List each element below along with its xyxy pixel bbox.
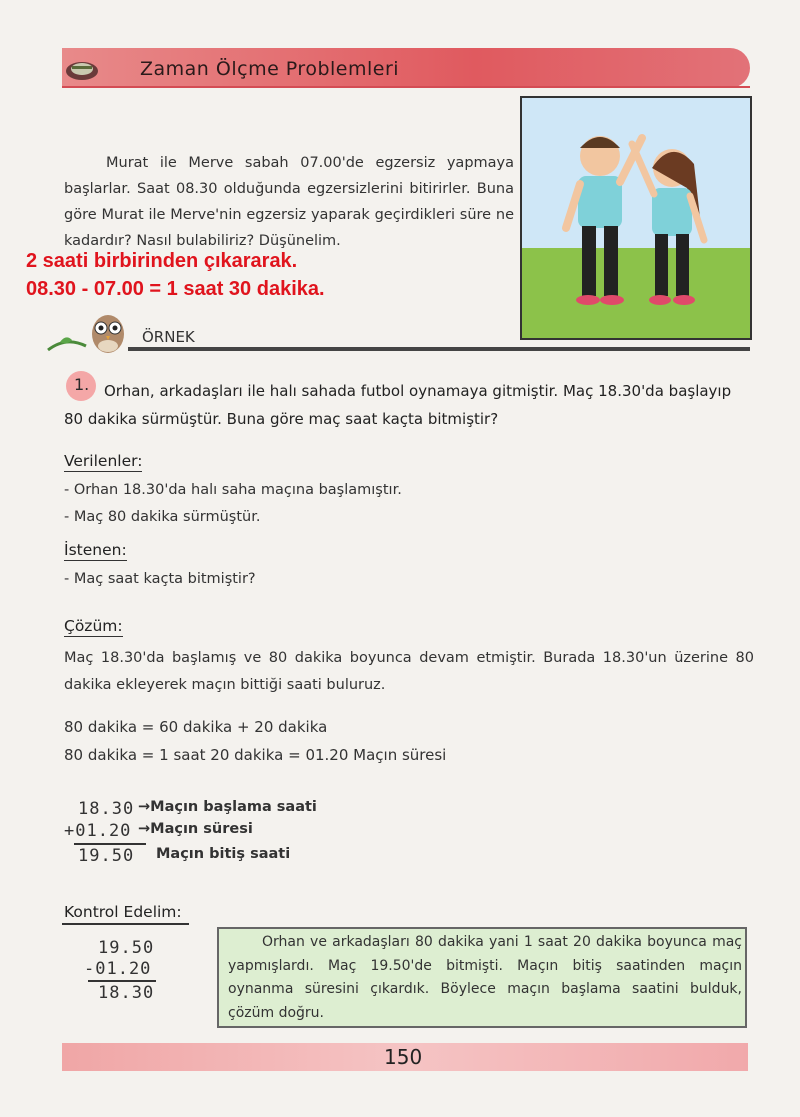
intro-text: Murat ile Merve sabah 07.00'de egzersiz yapmaya başlarlar. Saat 08.30 olduğunda egzersizlerini bitirirler. Buna göre Murat ile Merve'nin egzersiz yaparak geçirdikleri süre ne kadardır? Nasıl bulabiliriz? Düşünelim. [64, 155, 514, 249]
answer-line-1: 2 saati birbirinden çıkararak. [26, 250, 298, 272]
check-heading-rule [62, 923, 189, 925]
addition-result-label: Maçın bitiş saati [156, 846, 291, 862]
addition-label-1: →Maçın başlama saati [138, 799, 317, 815]
subtraction-row-2: -01.20 [84, 959, 152, 979]
check-heading: Kontrol Edelim: [64, 903, 182, 921]
subtraction-row-1: 19.50 [98, 938, 155, 958]
problem-statement [64, 377, 754, 433]
check-note [228, 931, 742, 1025]
addition-result: 19.50 [78, 846, 135, 866]
check-note-text: Orhan ve arkadaşları 80 dakika yani 1 saat 20 dakika boyunca maç yapmışlardı. Maç 19.50'de bitmişti. Maçın bitiş saatinden maçın oynanma süresini çıkardık. Böylece maçın başlama saatini bulduk, çözüm doğru. [228, 934, 742, 1021]
asked-heading: İstenen: [64, 541, 127, 559]
asked-item: - Maç saat kaçta bitmiştir? [64, 571, 256, 587]
header-underline [62, 86, 750, 88]
solution-text: Maç 18.30'da başlamış ve 80 dakika boyunca devam etmiştir. Burada 18.30'un üzerine 80 dakika ekleyerek maçın bittiği saati buluruz. [64, 650, 754, 693]
given-heading: Verilenler: [64, 452, 143, 470]
book-logo-icon [64, 56, 100, 82]
subtraction-rule [88, 980, 156, 982]
intro-paragraph [64, 150, 514, 254]
children-exercising-image [522, 98, 750, 338]
given-item: - Orhan 18.30'da halı saha maçına başlamıştır. [64, 482, 402, 498]
subtraction-result: 18.30 [98, 983, 155, 1003]
page-title: Zaman Ölçme Problemleri [140, 58, 400, 80]
solution-heading: Çözüm: [64, 617, 123, 635]
example-rule [128, 347, 750, 351]
page-number: 150 [384, 1045, 423, 1069]
equation-2: 80 dakika = 1 saat 20 dakika = 01.20 Maçın süresi [64, 746, 447, 764]
addition-rule [74, 843, 146, 845]
addition-label-2: →Maçın süresi [138, 821, 253, 837]
problem-number: 1. [74, 375, 90, 394]
equation-1: 80 dakika = 60 dakika + 20 dakika [64, 718, 328, 736]
problem-text: Orhan, arkadaşları ile halı sahada futbol oynamaya gitmiştir. Maç 18.30'da başlayıp 80 dakika sürmüştür. Buna göre maç saat kaçta bitmiştir? [64, 382, 732, 428]
exercise-illustration [520, 96, 752, 340]
addition-row-2: +01.20 [64, 821, 132, 841]
answer-line-2: 08.30 - 07.00 = 1 saat 30 dakika. [26, 278, 325, 300]
given-item: - Maç 80 dakika sürmüştür. [64, 509, 261, 525]
addition-row-1: 18.30 [78, 799, 135, 819]
example-label: ÖRNEK [142, 328, 195, 346]
